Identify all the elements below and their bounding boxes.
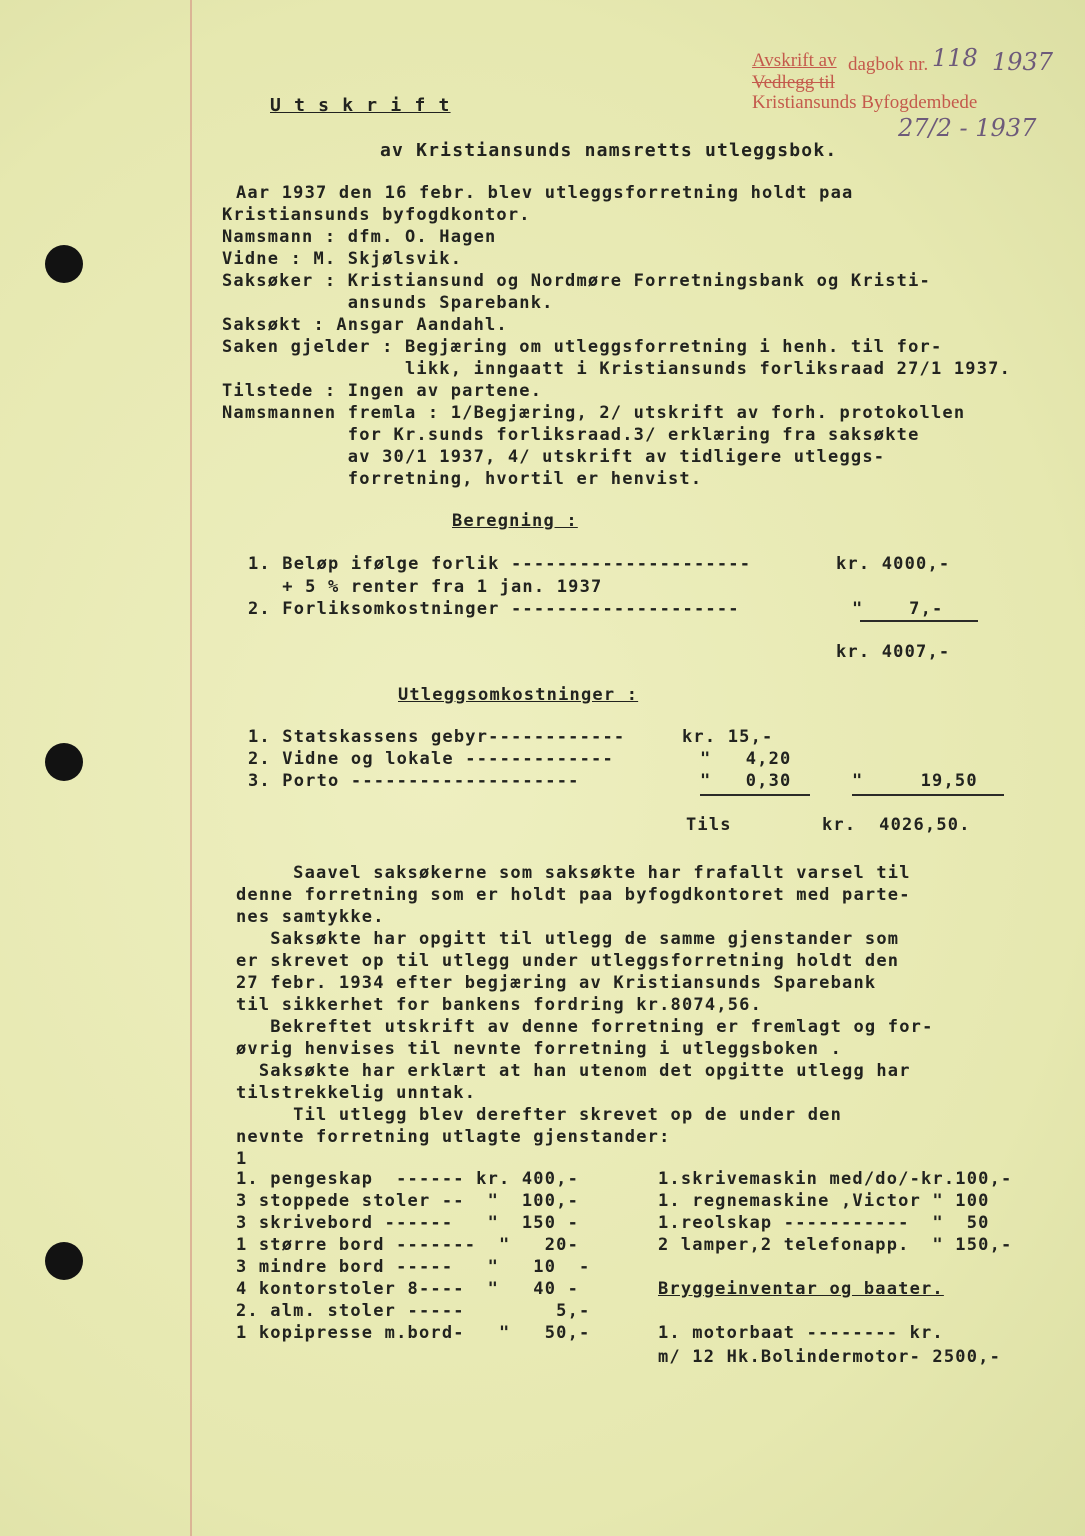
list-item: 1. regnemaskine ,Victor " 100 [658, 1191, 990, 1211]
stamp-office: Kristiansunds Byfogdembede [752, 92, 978, 113]
body-line: Saavel saksøkerne som saksøkte har frafallt varsel til [236, 863, 911, 883]
list-item: 4 kontorstoler 8---- " 40 - [236, 1279, 580, 1299]
calculation-heading: Beregning : [452, 511, 578, 531]
intro-line: Aar 1937 den 16 febr. blev utleggsforretning holdt paa [236, 183, 854, 203]
intro-line: Tilstede : Ingen av partene. [222, 381, 543, 401]
brygge-heading: Bryggeinventar og baater. [658, 1279, 944, 1299]
body-line: Saksøkte har erklært at han utenom det opgitte utlegg har [236, 1061, 911, 1081]
intro-line: Kristiansunds byfogdkontor. [222, 205, 531, 225]
intro-line: Namsmann : dfm. O. Hagen [222, 227, 497, 247]
calculation-line-amount: " 7,- [852, 599, 944, 619]
costs-amount-rule [700, 794, 810, 796]
body-line: 1 [236, 1149, 248, 1169]
body-line: er skrevet op til utlegg under utleggsforretning holdt den [236, 951, 900, 971]
body-line: 27 febr. 1934 efter begjæring av Kristiansunds Sparebank [236, 973, 877, 993]
list-item: 1. pengeskap ------ kr. 400,- [236, 1169, 580, 1189]
intro-line: Namsmannen fremla : 1/Begjæring, 2/ utskrift av forh. protokollen [222, 403, 966, 423]
body-line: Bekreftet utskrift av denne forretning er fremlagt og for- [236, 1017, 934, 1037]
body-line: Til utlegg blev derefter skrevet op de under den [236, 1105, 843, 1125]
calculation-line-text: 1. Beløp ifølge forlik --------------------- [248, 554, 752, 574]
body-line: nes samtykke. [236, 907, 385, 927]
list-item: 1 større bord ------- " 20- [236, 1235, 580, 1255]
punch-hole-top [45, 245, 83, 283]
calculation-line-amount: kr. 4000,- [836, 554, 951, 574]
list-item: 3 stoppede stoler -- " 100,- [236, 1191, 580, 1211]
margin-line [190, 0, 192, 1536]
body-line: Saksøkte har opgitt til utlegg de samme gjenstander som [236, 929, 900, 949]
list-item: 1. motorbaat -------- kr. [658, 1323, 944, 1343]
intro-line: ansunds Sparebank. [222, 293, 554, 313]
stamp-line2: Vedlegg til [752, 72, 835, 93]
costs-line-amount: " 4,20 [700, 749, 792, 769]
punch-hole-middle [45, 743, 83, 781]
document-title: U t s k r i f t [270, 95, 451, 116]
list-item: 2 lamper,2 telefonapp. " 150,- [658, 1235, 1013, 1255]
calculation-line-text: 2. Forliksomkostninger -------------------- [248, 599, 740, 619]
costs-line-text: 1. Statskassens gebyr------------ [248, 727, 626, 747]
punch-hole-bottom [45, 1242, 83, 1280]
intro-line: likk, inngaatt i Kristiansunds forliksraad 27/1 1937. [222, 359, 1012, 379]
intro-line: av 30/1 1937, 4/ utskrift av tidligere utleggs- [222, 447, 886, 467]
costs-heading: Utleggsomkostninger : [398, 685, 639, 705]
document-subtitle: av Kristiansunds namsretts utleggsbok. [380, 140, 838, 161]
stamp-line1-mid: dagbok nr. [848, 54, 929, 75]
stamp-line1-prefix: Avskrift av [752, 50, 837, 71]
tils-amount: kr. 4026,50. [822, 815, 971, 835]
body-line: øvrig henvises til nevnte forretning i utleggsboken . [236, 1039, 843, 1059]
calculation-total: kr. 4007,- [836, 642, 951, 662]
costs-line-text: 3. Porto -------------------- [248, 771, 580, 791]
body-line: nevnte forretning utlagte gjenstander: [236, 1127, 671, 1147]
costs-line-amount: " 0,30 [700, 771, 792, 791]
costs-line-amount: kr. 15,- [682, 727, 774, 747]
body-line: tilstrekkelig unntak. [236, 1083, 477, 1103]
intro-line: for Kr.sunds forliksraad.3/ erklæring fra saksøkte [222, 425, 920, 445]
calculation-sum-rule [860, 620, 978, 622]
body-line: til sikkerhet for bankens fordring kr.8074,56. [236, 995, 763, 1015]
list-item: 1 kopipresse m.bord- " 50,- [236, 1323, 591, 1343]
list-item: m/ 12 Hk.Bolindermotor- 2500,- [658, 1347, 1002, 1367]
costs-sum-rule [852, 794, 1004, 796]
list-item: 2. alm. stoler ----- 5,- [236, 1301, 591, 1321]
list-item: 3 mindre bord ----- " 10 - [236, 1257, 591, 1277]
costs-line-text: 2. Vidne og lokale ------------- [248, 749, 614, 769]
stamp-journal-number: 118 [932, 44, 978, 72]
intro-line: Vidne : M. Skjølsvik. [222, 249, 463, 269]
calculation-line-text: + 5 % renter fra 1 jan. 1937 [248, 577, 603, 597]
intro-line: forretning, hvortil er henvist. [222, 469, 703, 489]
costs-line-sum: " 19,50 [852, 771, 978, 791]
stamp-date: 27/2 - 1937 [898, 114, 1037, 142]
list-item: 1.reolskap ----------- " 50 [658, 1213, 990, 1233]
tils-label: Tils [686, 815, 732, 835]
body-line: denne forretning som er holdt paa byfogdkontoret med parte- [236, 885, 911, 905]
intro-line: Saksøkt : Ansgar Aandahl. [222, 315, 508, 335]
list-item: 1.skrivemaskin med/do/-kr.100,- [658, 1169, 1013, 1189]
stamp-year: 1937 [992, 48, 1054, 76]
intro-line: Saken gjelder : Begjæring om utleggsforretning i henh. til for- [222, 337, 943, 357]
list-item: 3 skrivebord ------ " 150 - [236, 1213, 580, 1233]
intro-line: Saksøker : Kristiansund og Nordmøre Forretningsbank og Kristi- [222, 271, 931, 291]
